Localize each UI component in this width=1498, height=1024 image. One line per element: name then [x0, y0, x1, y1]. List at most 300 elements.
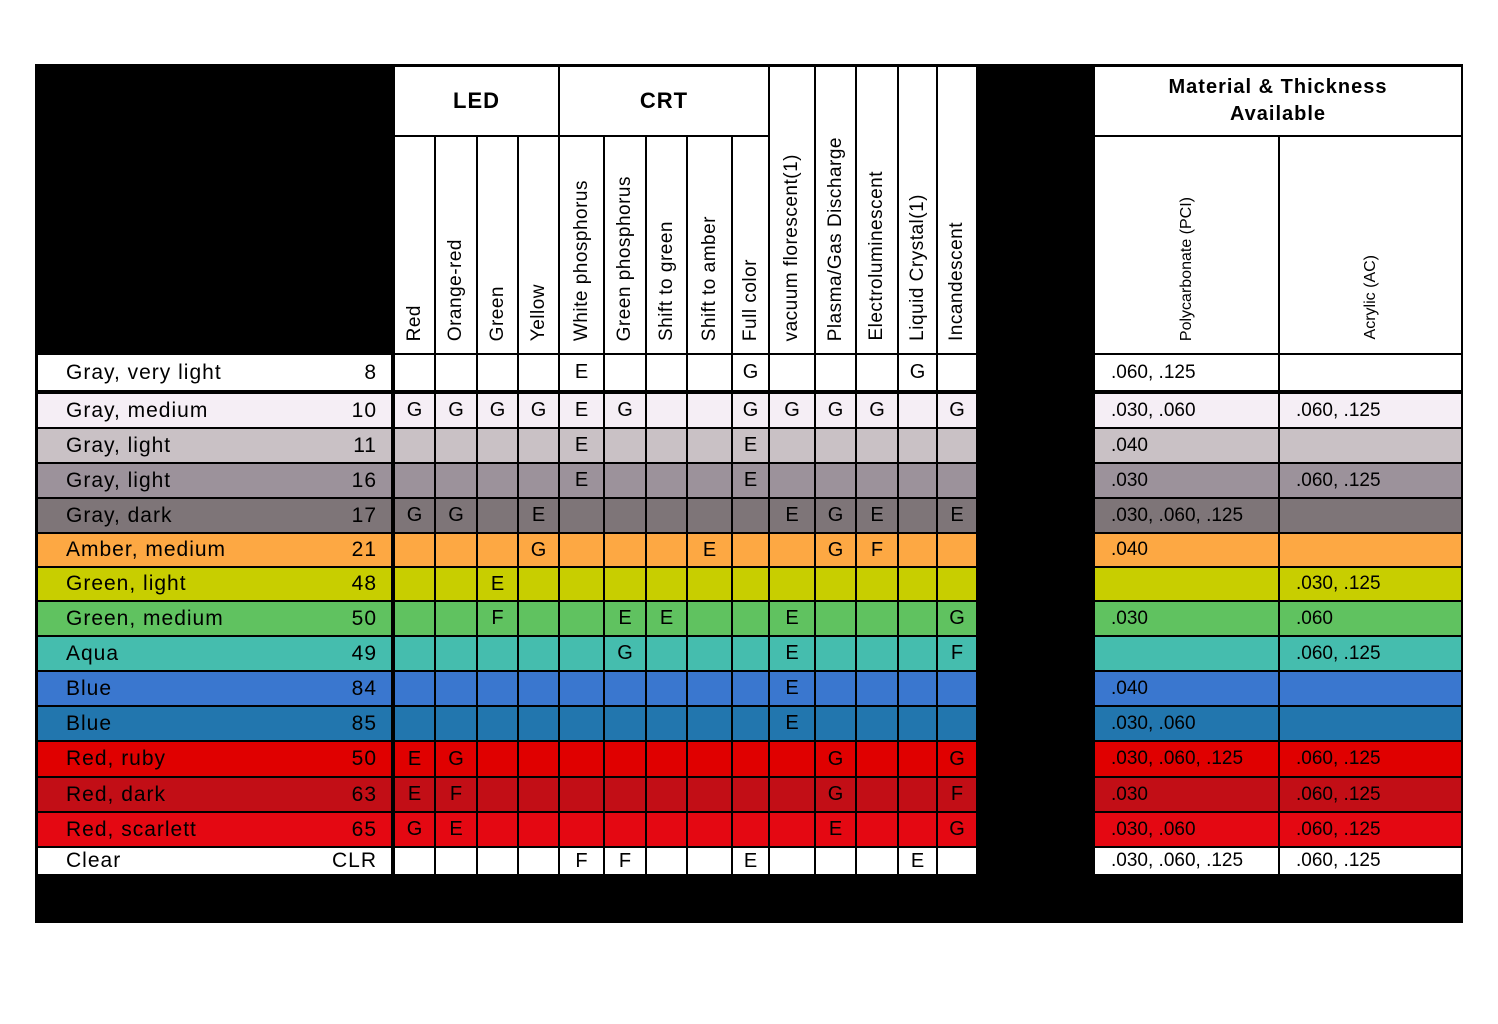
rating-cell: G [733, 355, 768, 390]
column-header-label: Shift to green [655, 220, 677, 341]
color-name: Red, ruby [66, 747, 167, 770]
rating-cell [436, 637, 476, 670]
rating-cell [733, 707, 768, 740]
rating-cell [688, 707, 731, 740]
group-header-led: LED [395, 67, 558, 135]
rating-cell [770, 778, 814, 811]
color-name: Gray, medium [66, 398, 209, 422]
rating-cell [857, 848, 897, 874]
rating-cell [560, 813, 603, 846]
rating-cell: G [770, 394, 814, 427]
thickness-polycarbonate: .030, .060 [1095, 813, 1278, 846]
rating-cell: G [395, 813, 434, 846]
rating-cell: E [436, 813, 476, 846]
table-row-label [38, 429, 391, 462]
thickness-acrylic: .060, .125 [1280, 464, 1461, 497]
rating-cell [688, 499, 731, 532]
rating-cell [938, 355, 976, 390]
table-row-label [38, 602, 391, 635]
rating-cell [816, 429, 855, 462]
rating-cell [519, 637, 558, 670]
rating-cell [857, 813, 897, 846]
color-code: 84 [351, 676, 377, 700]
rating-cell [938, 534, 976, 566]
material-header-1 [1280, 137, 1461, 353]
rating-cell [605, 707, 645, 740]
rating-cell: F [436, 778, 476, 811]
column-header-label: Orange-red [445, 238, 466, 341]
table-row-label [38, 848, 391, 874]
rating-cell [899, 778, 936, 811]
rating-cell: G [436, 742, 476, 776]
rating-cell [647, 499, 686, 532]
table-row-label [38, 499, 391, 532]
table-row-label [38, 707, 391, 740]
rating-cell [899, 568, 936, 600]
color-name: Green, light [66, 572, 187, 595]
thickness-polycarbonate: .030, .060, .125 [1095, 742, 1278, 776]
rating-cell [478, 813, 517, 846]
color-code: 65 [351, 817, 377, 841]
rating-cell [733, 499, 768, 532]
color-name: Aqua [66, 641, 120, 665]
rating-cell [560, 602, 603, 635]
rating-cell [688, 672, 731, 705]
rating-cell [857, 742, 897, 776]
rating-cell [733, 568, 768, 600]
thickness-polycarbonate: .030, .060, .125 [1095, 499, 1278, 532]
rating-cell: E [733, 464, 768, 497]
rating-cell [560, 499, 603, 532]
rating-cell [938, 568, 976, 600]
rating-cell [733, 602, 768, 635]
rating-cell [688, 464, 731, 497]
color-name: Gray, light [66, 433, 172, 457]
rating-cell [899, 707, 936, 740]
rating-cell [816, 355, 855, 390]
rating-cell [857, 672, 897, 705]
column-header-label: White phosphorus [570, 179, 592, 341]
rating-cell [770, 429, 814, 462]
rating-cell [519, 742, 558, 776]
rating-cell [688, 778, 731, 811]
material-header-label: Polycarbonate (PCI) [1177, 196, 1195, 341]
column-header-crt_full [733, 137, 768, 353]
rating-cell [436, 429, 476, 462]
rating-cell [770, 742, 814, 776]
color-name: Clear [66, 849, 122, 872]
rating-cell [733, 778, 768, 811]
color-code: 17 [351, 503, 377, 527]
thickness-acrylic: .060, .125 [1280, 637, 1461, 670]
thickness-polycarbonate: .040 [1095, 672, 1278, 705]
column-header-electro [857, 67, 897, 353]
rating-cell [733, 813, 768, 846]
column-header-led_orange_red [436, 137, 476, 353]
rating-cell [688, 637, 731, 670]
thickness-acrylic [1280, 499, 1461, 532]
color-code: 85 [351, 711, 377, 735]
color-code: CLR [331, 849, 377, 872]
rating-cell [938, 707, 976, 740]
rating-cell [436, 602, 476, 635]
rating-cell [605, 672, 645, 705]
column-header-label: Red [403, 304, 425, 341]
rating-cell [519, 355, 558, 390]
rating-cell: E [733, 848, 768, 874]
thickness-acrylic: .060, .125 [1280, 742, 1461, 776]
rating-cell [395, 602, 434, 635]
column-header-label: Plasma/Gas Discharge [824, 136, 846, 341]
rating-cell [519, 672, 558, 705]
rating-cell: E [478, 568, 517, 600]
rating-cell [560, 672, 603, 705]
color-name: Blue [66, 676, 113, 700]
color-code: 11 [353, 433, 377, 457]
rating-cell: E [519, 499, 558, 532]
rating-cell [478, 672, 517, 705]
thickness-acrylic: .060, .125 [1280, 778, 1461, 811]
rating-cell: G [816, 394, 855, 427]
rating-cell [816, 568, 855, 600]
rating-cell: G [816, 778, 855, 811]
material-header-0 [1095, 137, 1278, 353]
rating-cell [519, 707, 558, 740]
rating-cell: E [395, 778, 434, 811]
rating-cell: E [560, 429, 603, 462]
thickness-acrylic: .060, .125 [1280, 813, 1461, 846]
rating-cell [647, 813, 686, 846]
color-name: Gray, light [66, 468, 172, 492]
rating-cell: G [478, 394, 517, 427]
rating-cell [857, 355, 897, 390]
rating-cell [395, 637, 434, 670]
rating-cell [436, 355, 476, 390]
rating-cell: G [395, 394, 434, 427]
rating-cell: G [519, 534, 558, 566]
rating-cell [560, 778, 603, 811]
column-header-label: vacuum florescent(1) [781, 153, 802, 341]
rating-cell: E [395, 742, 434, 776]
rating-cell [938, 464, 976, 497]
rating-cell [436, 707, 476, 740]
rating-cell [605, 742, 645, 776]
rating-cell [605, 355, 645, 390]
rating-cell [899, 464, 936, 497]
color-name: Gray, dark [66, 503, 173, 527]
color-code: 8 [364, 360, 377, 384]
rating-cell: G [816, 499, 855, 532]
rating-cell [605, 429, 645, 462]
rating-cell [647, 534, 686, 566]
rating-cell [519, 778, 558, 811]
rating-cell: E [770, 499, 814, 532]
rating-cell: G [938, 813, 976, 846]
color-code: 50 [351, 747, 377, 770]
rating-cell [436, 848, 476, 874]
rating-cell: E [605, 602, 645, 635]
rating-cell [395, 429, 434, 462]
rating-cell [478, 707, 517, 740]
rating-cell [478, 742, 517, 776]
rating-cell: G [938, 742, 976, 776]
rating-cell [899, 813, 936, 846]
rating-cell: E [688, 534, 731, 566]
rating-cell [733, 534, 768, 566]
rating-cell [605, 499, 645, 532]
rating-cell [436, 534, 476, 566]
rating-cell [647, 742, 686, 776]
table-row-label [38, 534, 391, 566]
rating-cell [560, 707, 603, 740]
rating-cell [899, 672, 936, 705]
rating-cell [605, 813, 645, 846]
rating-cell: G [605, 637, 645, 670]
rating-cell [857, 602, 897, 635]
rating-cell: G [605, 394, 645, 427]
rating-cell [478, 355, 517, 390]
column-header-label: Green [486, 285, 508, 341]
thickness-acrylic: .030, .125 [1280, 568, 1461, 600]
column-header-label: Green phosphorus [614, 175, 635, 341]
rating-cell [770, 568, 814, 600]
rating-cell [478, 464, 517, 497]
rating-cell: G [857, 394, 897, 427]
rating-cell [395, 707, 434, 740]
rating-cell [816, 602, 855, 635]
color-name: Red, scarlett [66, 817, 197, 841]
rating-cell [816, 637, 855, 670]
rating-cell [688, 429, 731, 462]
rating-cell [605, 778, 645, 811]
thickness-acrylic: .060, .125 [1280, 848, 1461, 874]
color-code: 21 [351, 538, 377, 561]
rating-cell [647, 637, 686, 670]
table-row-label [38, 394, 391, 427]
rating-cell [899, 534, 936, 566]
column-header-plasma [816, 67, 855, 353]
rating-cell [938, 672, 976, 705]
table-row-label [38, 778, 391, 811]
rating-cell: F [605, 848, 645, 874]
thickness-polycarbonate: .030, .060, .125 [1095, 848, 1278, 874]
rating-cell [899, 637, 936, 670]
rating-cell [519, 602, 558, 635]
rating-cell [395, 672, 434, 705]
rating-cell [478, 429, 517, 462]
rating-cell [688, 394, 731, 427]
column-header-label: Shift to amber [698, 215, 720, 341]
rating-cell: G [519, 394, 558, 427]
rating-cell [688, 355, 731, 390]
column-header-led_red [395, 137, 434, 353]
rating-cell [395, 568, 434, 600]
rating-cell [519, 429, 558, 462]
column-header-label: Full color [739, 258, 761, 341]
thickness-polycarbonate: .030 [1095, 464, 1278, 497]
table-row-label [38, 464, 391, 497]
rating-cell [857, 464, 897, 497]
rating-cell [478, 499, 517, 532]
rating-cell [605, 534, 645, 566]
column-header-label: Incandescent [946, 221, 967, 341]
rating-cell [733, 637, 768, 670]
rating-cell [395, 534, 434, 566]
rating-cell [733, 672, 768, 705]
rating-cell [478, 534, 517, 566]
rating-cell [733, 742, 768, 776]
rating-cell [436, 568, 476, 600]
rating-cell [938, 429, 976, 462]
column-header-crt_shift_amber [688, 137, 731, 353]
rating-cell [560, 568, 603, 600]
rating-cell [688, 602, 731, 635]
table-row-label [38, 672, 391, 705]
rating-cell: E [857, 499, 897, 532]
rating-cell [478, 637, 517, 670]
rating-cell: E [560, 394, 603, 427]
column-header-lcd [899, 67, 936, 353]
rating-cell [688, 848, 731, 874]
color-name: Green, medium [66, 606, 224, 630]
color-code: 48 [351, 572, 377, 595]
rating-cell: F [560, 848, 603, 874]
rating-cell [857, 429, 897, 462]
color-name: Blue [66, 711, 113, 735]
rating-cell [519, 464, 558, 497]
thickness-polycarbonate [1095, 637, 1278, 670]
rating-cell [560, 742, 603, 776]
thickness-polycarbonate: .030 [1095, 778, 1278, 811]
rating-cell [647, 429, 686, 462]
table-row-label [38, 813, 391, 846]
table-row-label [38, 568, 391, 600]
rating-cell: E [770, 602, 814, 635]
rating-cell: G [938, 394, 976, 427]
rating-cell [770, 464, 814, 497]
rating-cell: G [395, 499, 434, 532]
rating-cell [647, 568, 686, 600]
rating-cell: E [899, 848, 936, 874]
rating-cell [770, 355, 814, 390]
thickness-acrylic [1280, 707, 1461, 740]
thickness-polycarbonate: .040 [1095, 429, 1278, 462]
rating-cell [647, 778, 686, 811]
color-code: 49 [351, 641, 377, 665]
rating-cell [857, 778, 897, 811]
rating-cell: E [938, 499, 976, 532]
rating-cell [816, 464, 855, 497]
color-code: 50 [351, 606, 377, 630]
rating-cell [816, 707, 855, 740]
rating-cell [647, 672, 686, 705]
rating-cell [899, 499, 936, 532]
rating-cell [605, 464, 645, 497]
thickness-polycarbonate: .040 [1095, 534, 1278, 566]
rating-cell [560, 637, 603, 670]
rating-cell: F [478, 602, 517, 635]
column-header-label: Yellow [527, 283, 549, 341]
color-name: Red, dark [66, 782, 167, 806]
rating-cell [857, 568, 897, 600]
rating-cell: E [560, 464, 603, 497]
thickness-acrylic: .060 [1280, 602, 1461, 635]
rating-cell [816, 672, 855, 705]
rating-cell: G [899, 355, 936, 390]
thickness-acrylic [1280, 672, 1461, 705]
rating-cell: E [816, 813, 855, 846]
rating-cell [938, 848, 976, 874]
thickness-polycarbonate: .030, .060 [1095, 707, 1278, 740]
rating-cell [478, 778, 517, 811]
color-code: 63 [351, 782, 377, 806]
table-row-label [38, 355, 391, 390]
rating-cell [688, 813, 731, 846]
color-code: 10 [351, 398, 377, 422]
column-header-led_green [478, 137, 517, 353]
rating-cell [395, 848, 434, 874]
rating-cell [770, 534, 814, 566]
rating-cell [899, 429, 936, 462]
rating-cell [770, 813, 814, 846]
thickness-acrylic [1280, 429, 1461, 462]
rating-cell: G [816, 742, 855, 776]
thickness-polycarbonate [1095, 568, 1278, 600]
rating-cell [857, 637, 897, 670]
rating-cell: G [436, 499, 476, 532]
rating-cell: E [733, 429, 768, 462]
rating-cell: G [816, 534, 855, 566]
rating-cell [395, 355, 434, 390]
rating-cell [899, 602, 936, 635]
rating-cell [647, 707, 686, 740]
column-header-label: Liquid Crystal(1) [906, 194, 928, 341]
rating-cell [647, 848, 686, 874]
thickness-polycarbonate: .060, .125 [1095, 355, 1278, 390]
rating-cell: G [733, 394, 768, 427]
rating-cell [647, 394, 686, 427]
rating-cell [647, 355, 686, 390]
rating-cell: F [938, 637, 976, 670]
column-header-led_yellow [519, 137, 558, 353]
rating-cell [436, 464, 476, 497]
rating-cell [857, 707, 897, 740]
material-title: Material & Thickness Available [1168, 76, 1388, 125]
thickness-acrylic [1280, 355, 1461, 390]
group-header-crt: CRT [560, 67, 768, 135]
group-header-material [1095, 67, 1461, 135]
rating-cell: E [770, 707, 814, 740]
rating-cell [899, 394, 936, 427]
rating-cell [436, 672, 476, 705]
rating-cell [478, 848, 517, 874]
rating-cell [770, 848, 814, 874]
rating-cell [605, 568, 645, 600]
column-header-vacuum [770, 67, 814, 353]
rating-cell [560, 534, 603, 566]
column-header-crt_shift_green [647, 137, 686, 353]
table-row-label [38, 742, 391, 776]
column-header-crt_white [560, 137, 603, 353]
material-header-label: Acrylic (AC) [1361, 254, 1379, 339]
color-name: Amber, medium [66, 538, 227, 561]
table-row-label [38, 637, 391, 670]
column-header-crt_green [605, 137, 645, 353]
rating-cell: G [938, 602, 976, 635]
rating-cell: G [436, 394, 476, 427]
rating-cell [688, 742, 731, 776]
rating-cell [519, 848, 558, 874]
